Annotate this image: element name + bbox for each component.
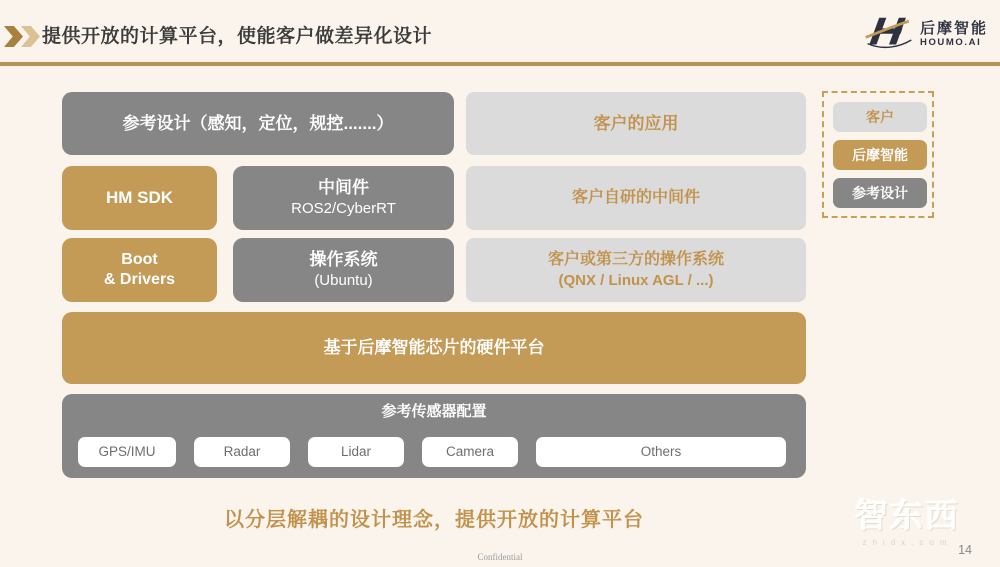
bottom-caption: 以分层解耦的设计理念，提供开放的计算平台 xyxy=(224,509,644,531)
logo-name: 后摩智能 xyxy=(919,20,988,38)
chevron-icon xyxy=(4,26,23,47)
watermark-domain: zhidx.com xyxy=(862,538,953,547)
sensor-chip-lidar: Lidar xyxy=(308,437,404,467)
houmo-logo-icon xyxy=(864,13,914,56)
header-divider xyxy=(0,62,1000,66)
logo-domain: HOUMO.AI xyxy=(919,36,982,48)
middleware-subtitle: ROS2/CyberRT xyxy=(291,200,396,218)
legend-houmo: 后摩智能 xyxy=(833,140,927,170)
box-reference-design: 参考设计（感知，定位，规控.......） xyxy=(62,92,454,155)
sensor-chips xyxy=(78,437,786,467)
box-customer-os xyxy=(466,238,806,302)
box-os xyxy=(233,238,454,302)
confidential-label: Confidential xyxy=(477,552,523,562)
company-logo xyxy=(864,13,988,56)
legend-reference: 参考设计 xyxy=(833,178,927,208)
legend xyxy=(822,91,934,218)
box-hardware-platform: 基于后摩智能芯片的硬件平台 xyxy=(62,312,806,384)
box-customer-app: 客户的应用 xyxy=(466,92,806,155)
box-customer-middleware: 客户自研的中间件 xyxy=(466,166,806,230)
boot-line2: & Drivers xyxy=(103,271,176,288)
customer-os-line1: 客户或第三方的操作系统 xyxy=(547,250,724,268)
legend-customer: 客户 xyxy=(833,102,927,132)
box-middleware xyxy=(233,166,454,230)
page-number: 14 xyxy=(958,543,972,557)
middleware-title: 中间件 xyxy=(318,178,369,197)
box-sensor-config xyxy=(62,394,806,478)
os-title: 操作系统 xyxy=(309,250,378,269)
customer-os-line2: (QNX / Linux AGL / ...) xyxy=(558,271,714,289)
sensor-chip-others: Others xyxy=(536,437,786,467)
watermark xyxy=(855,490,960,547)
box-hm-sdk: HM SDK xyxy=(62,166,217,230)
sensor-config-title: 参考传感器配置 xyxy=(381,403,487,420)
chevron-icon xyxy=(21,26,40,47)
os-subtitle: (Ubuntu) xyxy=(314,272,373,290)
sensor-chip-radar: Radar xyxy=(194,437,290,467)
sensor-chip-camera: Camera xyxy=(422,437,518,467)
watermark-text: 智东西 xyxy=(855,497,960,534)
boot-line1: Boot xyxy=(121,251,158,268)
page-title: 提供开放的计算平台，使能客户做差异化设计 xyxy=(42,26,433,47)
sensor-chip-gps-imu: GPS/IMU xyxy=(78,437,176,467)
box-boot-drivers xyxy=(62,238,217,302)
